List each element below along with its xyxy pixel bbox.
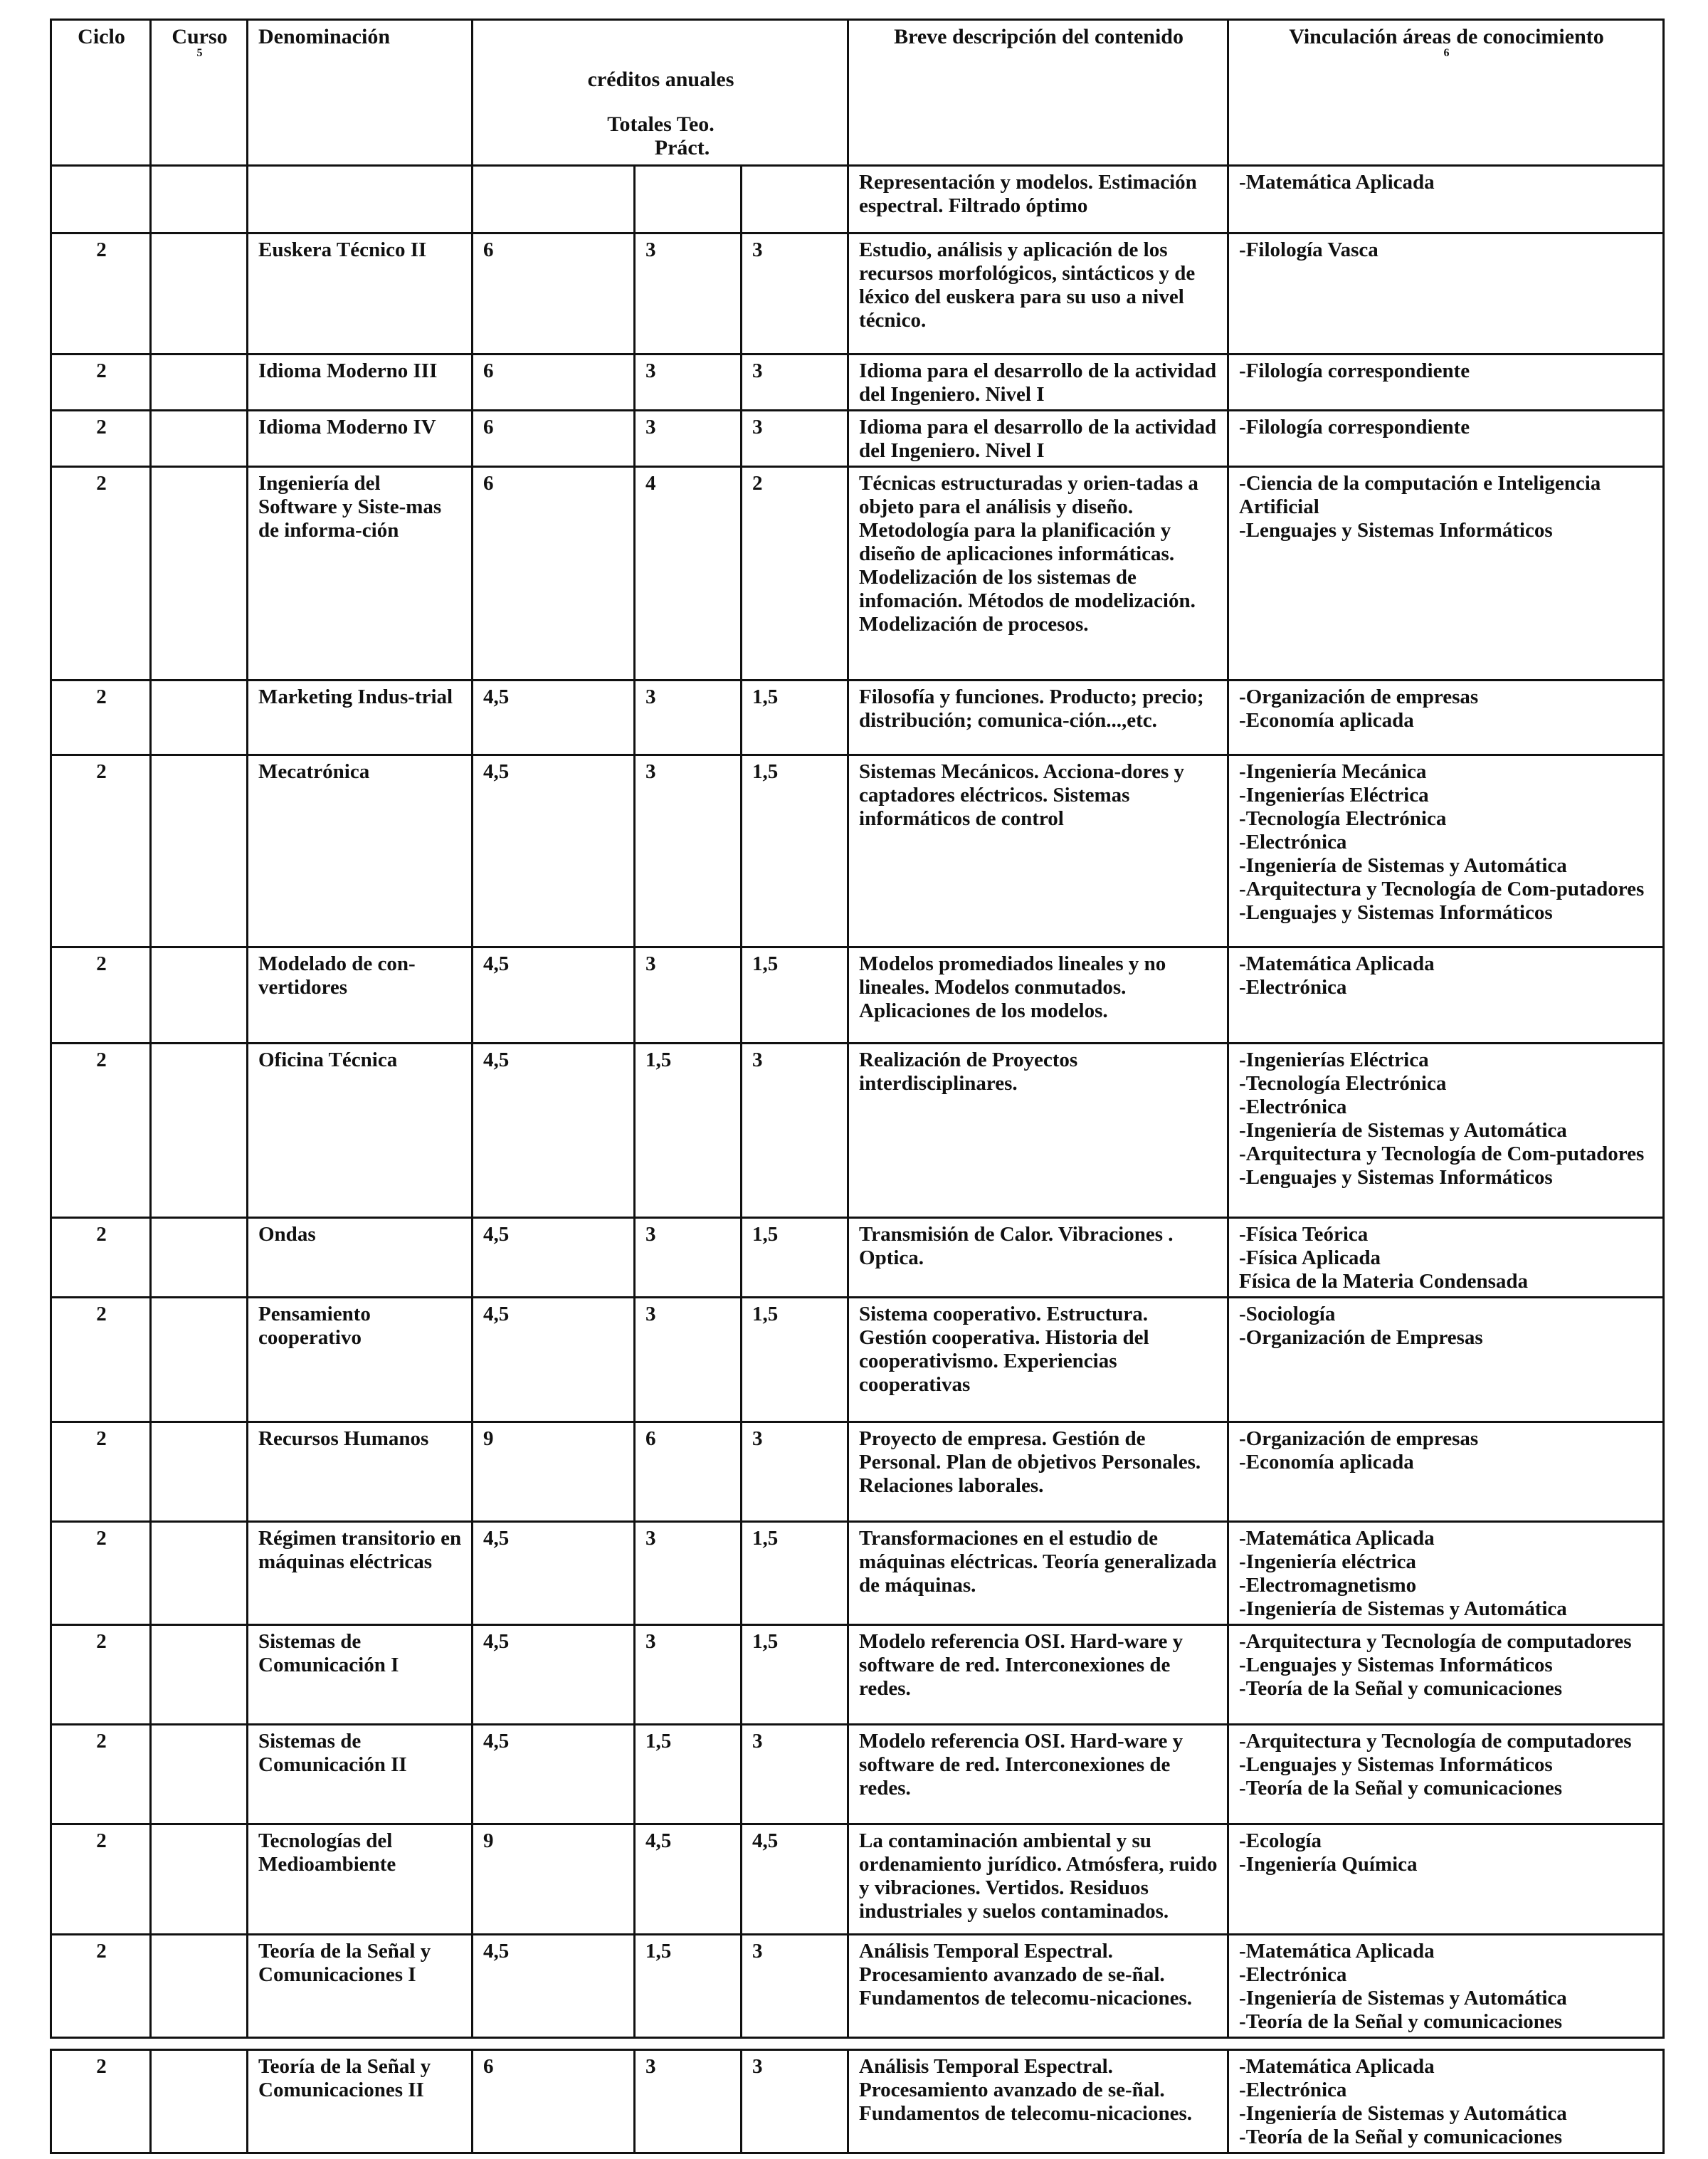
cell-curso xyxy=(151,681,248,755)
header-totales-teo: Totales Teo. xyxy=(607,112,715,136)
table-row xyxy=(51,681,1664,755)
gap-cell xyxy=(473,2038,635,2050)
cell-descripcion: Estudio, análisis y aplicación de los recursos morfológicos, sintácticos y de léxico del euskera para su uso a nivel técnico. xyxy=(848,233,1228,354)
cell-teo: 3 xyxy=(635,1625,742,1725)
cell-denominacion: Régimen transitorio en máquinas eléctricas xyxy=(248,1522,473,1625)
area-item: -Arquitectura y Tecnología de Com-putadores xyxy=(1239,1142,1645,1165)
table-body xyxy=(51,166,1664,2153)
area-item: -Lenguajes y Sistemas Informáticos xyxy=(1239,1753,1553,1776)
cell-teo: 1,5 xyxy=(635,1725,742,1824)
cell-denominacion: Idioma Moderno IV xyxy=(248,411,473,467)
cell-denominacion: Ondas xyxy=(248,1218,473,1298)
area-item: -Filología Vasca xyxy=(1239,238,1378,261)
area-item: -Matemática Aplicada xyxy=(1239,171,1435,194)
cell-curso xyxy=(151,2050,248,2153)
cell-teo: 3 xyxy=(635,1298,742,1422)
cell-teo: 1,5 xyxy=(635,1044,742,1218)
cell-denominacion: Modelado de con-vertidores xyxy=(248,947,473,1044)
cell-denominacion: Ingeniería del Software y Siste-mas de informa-ción xyxy=(248,467,473,681)
area-item: -Electrónica xyxy=(1239,1963,1347,1986)
cell-descripcion: Idioma para el desarrollo de la actividad del Ingeniero. Nivel I xyxy=(848,354,1228,411)
area-item: -Lenguajes y Sistemas Informáticos xyxy=(1239,901,1553,924)
cell-vinculacion xyxy=(1228,1522,1664,1625)
cell-teo: 3 xyxy=(635,1522,742,1625)
cell-pract: 1,5 xyxy=(742,1625,848,1725)
cell-ciclo: 2 xyxy=(51,755,151,947)
area-item: -Organización de empresas xyxy=(1239,1427,1479,1450)
header-vinculacion-note: 6 xyxy=(1443,47,1450,59)
area-item: -Arquitectura y Tecnología de computadores xyxy=(1239,1630,1632,1653)
gap-cell xyxy=(248,2038,473,2050)
table-row xyxy=(51,1824,1664,1935)
cell-vinculacion xyxy=(1228,1725,1664,1824)
cell-totales: 4,5 xyxy=(473,1625,635,1725)
cell-ciclo: 2 xyxy=(51,467,151,681)
gap-cell xyxy=(635,2038,742,2050)
cell-totales: 4,5 xyxy=(473,755,635,947)
header-denominacion: Denominación xyxy=(248,20,473,166)
cell-denominacion: Tecnologías del Medioambiente xyxy=(248,1824,473,1935)
cell-denominacion: Sistemas de Comunicación I xyxy=(248,1625,473,1725)
area-item: -Ingeniería de Sistemas y Automática xyxy=(1239,1597,1567,1620)
area-item: -Economía aplicada xyxy=(1239,709,1414,732)
cell-teo: 3 xyxy=(635,354,742,411)
area-item: -Ingenierías Eléctrica xyxy=(1239,1049,1429,1071)
cell-pract: 1,5 xyxy=(742,755,848,947)
cell-denominacion: Sistemas de Comunicación II xyxy=(248,1725,473,1824)
table-row xyxy=(51,1935,1664,2038)
area-item: -Ingeniería de Sistemas y Automática xyxy=(1239,854,1567,877)
area-item: -Economía aplicada xyxy=(1239,1451,1414,1474)
area-item: -Ciencia de la computación e Inteligencia Artificial xyxy=(1239,472,1601,518)
cell-vinculacion xyxy=(1228,166,1664,233)
cell-ciclo: 2 xyxy=(51,2050,151,2153)
cell-totales: 4,5 xyxy=(473,1044,635,1218)
area-item: -Ingenierías Eléctrica xyxy=(1239,784,1429,807)
area-item: -Matemática Aplicada xyxy=(1239,952,1435,975)
cell-ciclo: 2 xyxy=(51,947,151,1044)
cell-curso xyxy=(151,1422,248,1522)
cell-descripcion: Sistema cooperativo. Estructura. Gestión cooperativa. Historia del cooperativismo. Experiencias cooperativas xyxy=(848,1298,1228,1422)
cell-totales: 4,5 xyxy=(473,1218,635,1298)
cell-ciclo: 2 xyxy=(51,1218,151,1298)
cell-denominacion: Pensamiento cooperativo xyxy=(248,1298,473,1422)
table-row xyxy=(51,1725,1664,1824)
table-row xyxy=(51,411,1664,467)
cell-curso xyxy=(151,1522,248,1625)
area-item: -Física Teórica xyxy=(1239,1223,1369,1246)
cell-vinculacion xyxy=(1228,1935,1664,2038)
table-row xyxy=(51,166,1664,233)
cell-ciclo: 2 xyxy=(51,1522,151,1625)
cell-pract: 1,5 xyxy=(742,1218,848,1298)
cell-pract: 2 xyxy=(742,467,848,681)
area-item: Física de la Materia Condensada xyxy=(1239,1270,1529,1293)
cell-ciclo xyxy=(51,166,151,233)
cell-pract: 3 xyxy=(742,2050,848,2153)
header-curso xyxy=(151,20,248,166)
cell-curso xyxy=(151,1935,248,2038)
cell-vinculacion xyxy=(1228,1625,1664,1725)
cell-pract: 1,5 xyxy=(742,1298,848,1422)
cell-teo: 3 xyxy=(635,947,742,1044)
cell-totales: 9 xyxy=(473,1824,635,1935)
cell-descripcion: Sistemas Mecánicos. Acciona-dores y captadores eléctricos. Sistemas informáticos de control xyxy=(848,755,1228,947)
area-item: -Ingeniería Mecánica xyxy=(1239,760,1427,783)
cell-teo: 3 xyxy=(635,1218,742,1298)
document-page xyxy=(50,19,1662,2154)
cell-teo: 6 xyxy=(635,1422,742,1522)
cell-curso xyxy=(151,1824,248,1935)
gap-cell xyxy=(151,2038,248,2050)
cell-vinculacion xyxy=(1228,1218,1664,1298)
cell-teo: 3 xyxy=(635,681,742,755)
table-row xyxy=(51,1218,1664,1298)
cell-descripcion: Modelo referencia OSI. Hard-ware y software de red. Interconexiones de redes. xyxy=(848,1725,1228,1824)
cell-ciclo: 2 xyxy=(51,1935,151,2038)
cell-vinculacion xyxy=(1228,1298,1664,1422)
cell-totales: 9 xyxy=(473,1422,635,1522)
area-item: -Tecnología Electrónica xyxy=(1239,1072,1447,1095)
area-item: -Física Aplicada xyxy=(1239,1246,1381,1269)
cell-ciclo: 2 xyxy=(51,1824,151,1935)
cell-pract: 3 xyxy=(742,1422,848,1522)
cell-vinculacion xyxy=(1228,947,1664,1044)
area-item: -Teoría de la Señal y comunicaciones xyxy=(1239,1777,1563,1800)
area-item: -Electrónica xyxy=(1239,1096,1347,1118)
cell-teo: 3 xyxy=(635,2050,742,2153)
cell-vinculacion xyxy=(1228,755,1664,947)
cell-vinculacion xyxy=(1228,681,1664,755)
cell-denominacion: Teoría de la Señal y Comunicaciones I xyxy=(248,1935,473,2038)
cell-descripcion: Representación y modelos. Estimación espectral. Filtrado óptimo xyxy=(848,166,1228,233)
cell-curso xyxy=(151,947,248,1044)
cell-pract: 3 xyxy=(742,233,848,354)
area-item: -Filología correspondiente xyxy=(1239,359,1470,382)
cell-totales: 6 xyxy=(473,467,635,681)
cell-denominacion: Euskera Técnico II xyxy=(248,233,473,354)
cell-ciclo: 2 xyxy=(51,681,151,755)
cell-descripcion: Análisis Temporal Espectral. Procesamiento avanzado de se-ñal. Fundamentos de telecomu-nicaciones. xyxy=(848,1935,1228,2038)
area-item: -Arquitectura y Tecnología de Com-putadores xyxy=(1239,878,1645,900)
cell-curso xyxy=(151,166,248,233)
table-row xyxy=(51,1044,1664,1218)
gap-cell xyxy=(51,2038,151,2050)
cell-totales: 4,5 xyxy=(473,1725,635,1824)
area-item: -Sociología xyxy=(1239,1303,1336,1325)
area-item: -Ingeniería eléctrica xyxy=(1239,1550,1416,1573)
area-item: -Tecnología Electrónica xyxy=(1239,807,1447,830)
cell-curso xyxy=(151,1218,248,1298)
area-item: -Teoría de la Señal y comunicaciones xyxy=(1239,2126,1563,2148)
header-ciclo: Ciclo xyxy=(51,20,151,166)
table-row xyxy=(51,1522,1664,1625)
cell-descripcion: Transformaciones en el estudio de máquinas eléctricas. Teoría generalizada de máquinas. xyxy=(848,1522,1228,1625)
area-item: -Organización de Empresas xyxy=(1239,1326,1483,1349)
cell-totales: 4,5 xyxy=(473,1522,635,1625)
cell-totales: 4,5 xyxy=(473,947,635,1044)
cell-curso xyxy=(151,1725,248,1824)
cell-totales: 4,5 xyxy=(473,1298,635,1422)
cell-teo: 1,5 xyxy=(635,1935,742,2038)
cell-curso xyxy=(151,1298,248,1422)
cell-teo: 4 xyxy=(635,467,742,681)
cell-ciclo: 2 xyxy=(51,1044,151,1218)
cell-descripcion: Modelo referencia OSI. Hard-ware y software de red. Interconexiones de redes. xyxy=(848,1625,1228,1725)
cell-totales: 4,5 xyxy=(473,1935,635,2038)
area-item: -Electrónica xyxy=(1239,2079,1347,2101)
cell-curso xyxy=(151,354,248,411)
cell-descripcion: Filosofía y funciones. Producto; precio; distribución; comunica-ción...,etc. xyxy=(848,681,1228,755)
cell-ciclo: 2 xyxy=(51,1298,151,1422)
cell-vinculacion xyxy=(1228,467,1664,681)
area-item: -Matemática Aplicada xyxy=(1239,2055,1435,2078)
table-row xyxy=(51,1422,1664,1522)
area-item: -Lenguajes y Sistemas Informáticos xyxy=(1239,1166,1553,1189)
table-gap xyxy=(51,2038,1664,2050)
cell-ciclo: 2 xyxy=(51,354,151,411)
cell-pract: 1,5 xyxy=(742,1522,848,1625)
cell-descripcion: Proyecto de empresa. Gestión de Personal. Plan de objetivos Personales. Relaciones laborales. xyxy=(848,1422,1228,1522)
cell-vinculacion xyxy=(1228,411,1664,467)
header-creditos-label: créditos anuales xyxy=(587,68,734,91)
cell-teo: 3 xyxy=(635,411,742,467)
cell-descripcion: La contaminación ambiental y su ordenamiento jurídico. Atmósfera, ruido y vibraciones. Vertidos. Residuos industriales y suelos contaminados. xyxy=(848,1824,1228,1935)
area-item: -Organización de empresas xyxy=(1239,685,1479,708)
area-item: -Lenguajes y Sistemas Informáticos xyxy=(1239,1654,1553,1676)
cell-teo: 3 xyxy=(635,755,742,947)
cell-vinculacion xyxy=(1228,354,1664,411)
header-row xyxy=(51,20,1664,166)
cell-descripcion: Transmisión de Calor. Vibraciones . Optica. xyxy=(848,1218,1228,1298)
cell-descripcion: Realización de Proyectos interdisciplinares. xyxy=(848,1044,1228,1218)
area-item: -Ingeniería de Sistemas y Automática xyxy=(1239,1987,1567,2010)
gap-cell xyxy=(848,2038,1228,2050)
header-vinculacion-label: Vinculación áreas de conocimiento xyxy=(1289,25,1604,48)
cell-pract: 3 xyxy=(742,1935,848,2038)
cell-curso xyxy=(151,755,248,947)
table-row xyxy=(51,467,1664,681)
cell-descripcion: Análisis Temporal Espectral. Procesamiento avanzado de se-ñal. Fundamentos de telecomu-nicaciones. xyxy=(848,2050,1228,2153)
cell-teo xyxy=(635,166,742,233)
cell-ciclo: 2 xyxy=(51,1422,151,1522)
table-row xyxy=(51,947,1664,1044)
header-curso-label: Curso xyxy=(172,25,228,48)
cell-vinculacion xyxy=(1228,1422,1664,1522)
cell-totales: 6 xyxy=(473,411,635,467)
cell-ciclo: 2 xyxy=(51,1725,151,1824)
gap-cell xyxy=(1228,2038,1664,2050)
cell-denominacion: Oficina Técnica xyxy=(248,1044,473,1218)
cell-vinculacion xyxy=(1228,1824,1664,1935)
header-vinculacion xyxy=(1228,20,1664,166)
area-item: -Matemática Aplicada xyxy=(1239,1527,1435,1550)
header-creditos xyxy=(473,20,848,166)
table-row xyxy=(51,1625,1664,1725)
cell-curso xyxy=(151,1044,248,1218)
table-row xyxy=(51,2050,1664,2153)
cell-pract: 1,5 xyxy=(742,947,848,1044)
curriculum-table xyxy=(50,19,1665,2154)
gap-cell xyxy=(742,2038,848,2050)
cell-pract: 3 xyxy=(742,411,848,467)
area-item: -Electrónica xyxy=(1239,831,1347,853)
cell-denominacion: Teoría de la Señal y Comunicaciones II xyxy=(248,2050,473,2153)
cell-pract: 3 xyxy=(742,1044,848,1218)
cell-vinculacion xyxy=(1228,233,1664,354)
cell-vinculacion xyxy=(1228,2050,1664,2153)
area-item: -Electrónica xyxy=(1239,976,1347,999)
cell-denominacion: Marketing Indus-trial xyxy=(248,681,473,755)
area-item: -Teoría de la Señal y comunicaciones xyxy=(1239,1677,1563,1700)
header-curso-note: 5 xyxy=(196,47,203,59)
cell-totales: 4,5 xyxy=(473,681,635,755)
cell-pract: 3 xyxy=(742,1725,848,1824)
cell-pract: 3 xyxy=(742,354,848,411)
area-item: -Ecología xyxy=(1239,1829,1322,1852)
area-item: -Lenguajes y Sistemas Informáticos xyxy=(1239,519,1553,542)
header-descripcion: Breve descripción del contenido xyxy=(848,20,1228,166)
area-item: -Filología correspondiente xyxy=(1239,416,1470,438)
cell-curso xyxy=(151,411,248,467)
cell-curso xyxy=(151,233,248,354)
cell-curso xyxy=(151,467,248,681)
area-item: -Ingeniería de Sistemas y Automática xyxy=(1239,2102,1567,2125)
area-item: -Matemática Aplicada xyxy=(1239,1940,1435,1963)
cell-totales: 6 xyxy=(473,354,635,411)
table-row xyxy=(51,1298,1664,1422)
cell-descripcion: Técnicas estructuradas y orien-tadas a objeto para el análisis y diseño. Metodología para la planificación y diseño de aplicaciones informáticas. Modelización de los sistemas de infomación. Métodos de modelización. Modelización de procesos. xyxy=(848,467,1228,681)
area-item: -Ingeniería de Sistemas y Automática xyxy=(1239,1119,1567,1142)
cell-ciclo: 2 xyxy=(51,1625,151,1725)
cell-denominacion: Mecatrónica xyxy=(248,755,473,947)
cell-totales: 6 xyxy=(473,2050,635,2153)
cell-pract: 4,5 xyxy=(742,1824,848,1935)
cell-ciclo: 2 xyxy=(51,233,151,354)
area-item: -Electromagnetismo xyxy=(1239,1574,1417,1597)
cell-descripcion: Modelos promediados lineales y no lineales. Modelos conmutados. Aplicaciones de los modelos. xyxy=(848,947,1228,1044)
area-item: -Arquitectura y Tecnología de computadores xyxy=(1239,1730,1632,1753)
cell-teo: 3 xyxy=(635,233,742,354)
table-row xyxy=(51,233,1664,354)
cell-denominacion: Recursos Humanos xyxy=(248,1422,473,1522)
cell-totales: 6 xyxy=(473,233,635,354)
area-item: -Ingeniería Química xyxy=(1239,1853,1418,1876)
header-pract: Práct. xyxy=(654,136,710,159)
cell-pract: 1,5 xyxy=(742,681,848,755)
cell-pract xyxy=(742,166,848,233)
cell-totales xyxy=(473,166,635,233)
table-row xyxy=(51,354,1664,411)
table-row xyxy=(51,755,1664,947)
cell-denominacion xyxy=(248,166,473,233)
area-item: -Teoría de la Señal y comunicaciones xyxy=(1239,2010,1563,2033)
cell-vinculacion xyxy=(1228,1044,1664,1218)
cell-denominacion: Idioma Moderno III xyxy=(248,354,473,411)
cell-curso xyxy=(151,1625,248,1725)
cell-descripcion: Idioma para el desarrollo de la actividad del Ingeniero. Nivel I xyxy=(848,411,1228,467)
cell-ciclo: 2 xyxy=(51,411,151,467)
cell-teo: 4,5 xyxy=(635,1824,742,1935)
